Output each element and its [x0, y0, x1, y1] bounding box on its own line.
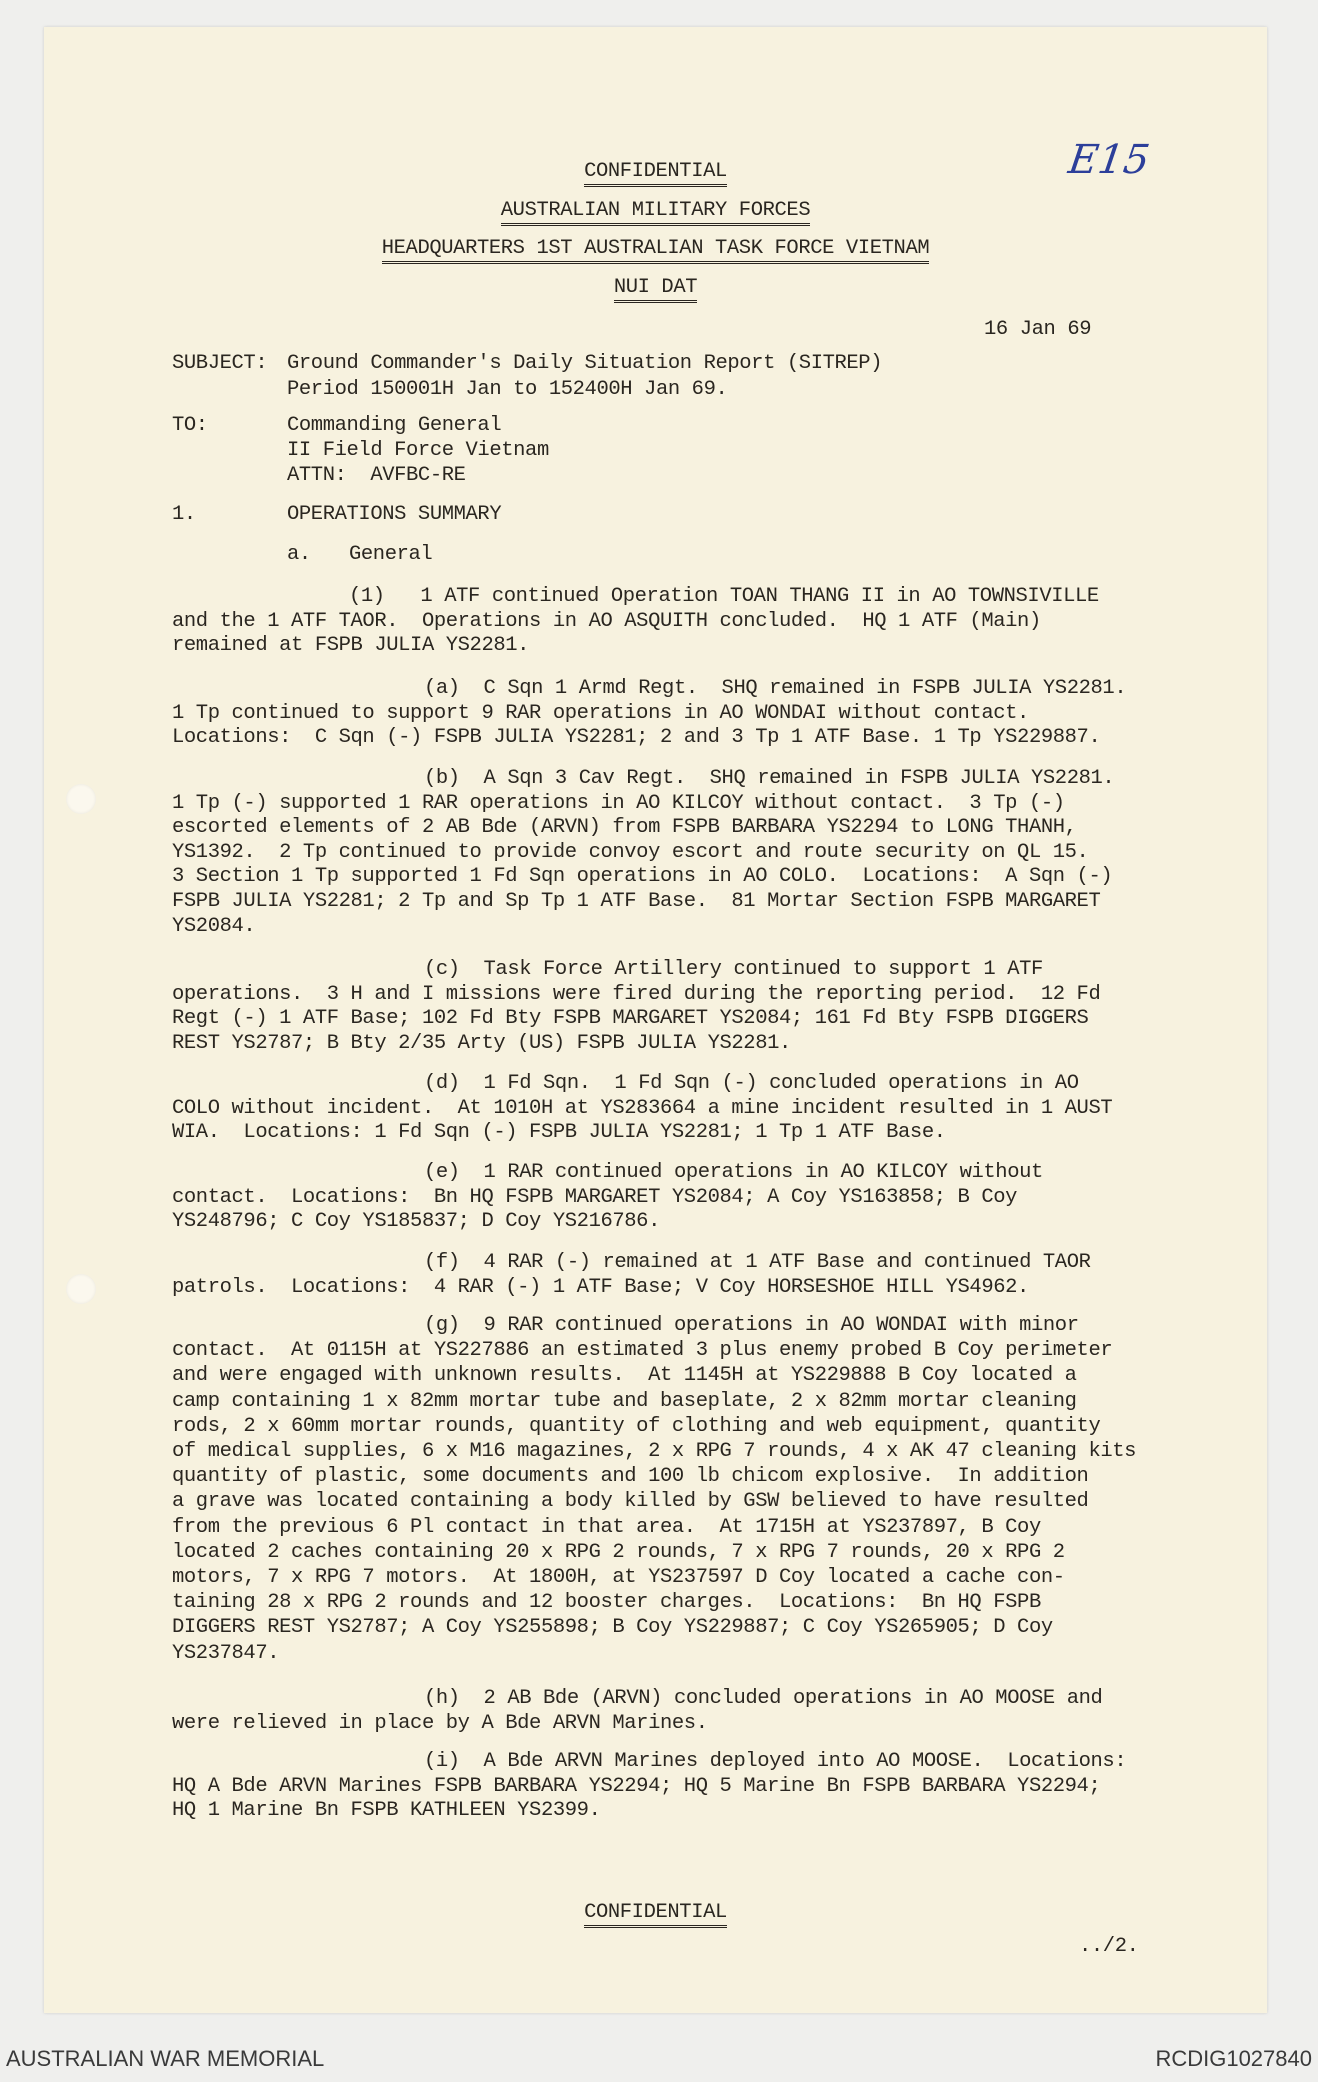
- paragraph-line: 1 Tp (-) supported 1 RAR operations in AO KILCOY without contact. 3 Tp (-): [172, 791, 1065, 815]
- subsection-letter: a.: [287, 543, 311, 566]
- paragraph-first-line: (h) 2 AB Bde (ARVN) concluded operations in AO MOOSE and: [424, 1687, 1103, 1710]
- punch-hole: [66, 784, 96, 814]
- archive-id: RCDIG1027840: [1155, 2046, 1312, 2071]
- paragraph-first-line: (d) 1 Fd Sqn. 1 Fd Sqn (-) concluded operations in AO: [424, 1072, 1079, 1095]
- subject-line: Ground Commander's Daily Situation Report (SITREP): [287, 352, 883, 375]
- classification-footer: CONFIDENTIAL: [584, 1902, 727, 1928]
- paragraph-line: Regt (-) 1 ATF Base; 102 Fd Bty FSPB MARGARET YS2084; 161 Fd Bty FSPB DIGGERS: [172, 1007, 1089, 1031]
- paragraph-first-line: (e) 1 RAR continued operations in AO KILCOY without: [424, 1161, 1043, 1184]
- addressee-unit: II Field Force Vietnam: [287, 439, 549, 462]
- paragraph-line: WIA. Locations: 1 Fd Sqn (-) FSPB JULIA YS2281; 1 Tp 1 ATF Base.: [172, 1121, 946, 1145]
- org-title: AUSTRALIAN MILITARY FORCES: [501, 200, 810, 226]
- paragraph-line: located 2 caches containing 20 x RPG 2 rounds, 7 x RPG 7 rounds, 20 x RPG 2: [172, 1540, 1065, 1564]
- paragraph-line: YS1392. 2 Tp continued to provide convoy escort and route security on QL 15.: [172, 840, 1089, 864]
- paragraph-first-line: (a) C Sqn 1 Armd Regt. SHQ remained in FSPB JULIA YS2281.: [424, 677, 1127, 700]
- paragraph-line: and the 1 ATF TAOR. Operations in AO ASQUITH concluded. HQ 1 ATF (Main): [172, 609, 1041, 633]
- archive-credit: AUSTRALIAN WAR MEMORIAL: [6, 2046, 325, 2071]
- handwritten-annotation: E15: [1065, 137, 1153, 183]
- paragraph-line: DIGGERS REST YS2787; A Coy YS255898; B Coy YS229887; C Coy YS265905; D Coy: [172, 1616, 1053, 1640]
- paragraph-line: COLO without incident. At 1010H at YS283664 a mine incident resulted in 1 AUST: [172, 1096, 1113, 1120]
- paragraph-line: HQ A Bde ARVN Marines FSPB BARBARA YS2294; HQ 5 Marine Bn FSPB BARBARA YS2294;: [172, 1774, 1101, 1798]
- paragraph-line: YS237847.: [172, 1641, 280, 1665]
- hq-title: HEADQUARTERS 1ST AUSTRALIAN TASK FORCE VIETNAM: [382, 238, 930, 264]
- paragraph-line: from the previous 6 Pl contact in that area. At 1715H at YS237897, B Coy: [172, 1515, 1041, 1539]
- paragraph-line: escorted elements of 2 AB Bde (ARVN) from FSPB BARBARA YS2294 to LONG THANH,: [172, 816, 1077, 840]
- paragraph-first-line: (c) Task Force Artillery continued to support 1 ATF: [424, 958, 1043, 981]
- paragraph-line: Locations: C Sqn (-) FSPB JULIA YS2281; 2 and 3 Tp 1 ATF Base. 1 Tp YS229887.: [172, 726, 1101, 750]
- punch-hole: [66, 1274, 96, 1304]
- paragraph-line: camp containing 1 x 82mm mortar tube and baseplate, 2 x 82mm mortar cleaning: [172, 1389, 1077, 1413]
- paragraph-line: of medical supplies, 6 x M16 magazines, 2 x RPG 7 rounds, 4 x AK 47 cleaning kits: [172, 1440, 1137, 1463]
- section-number: 1.: [172, 503, 196, 526]
- paragraph-line: REST YS2787; B Bty 2/35 Arty (US) FSPB JULIA YS2281.: [172, 1031, 791, 1055]
- subject-label: SUBJECT:: [172, 352, 268, 375]
- paragraph-first-line: (1) 1 ATF continued Operation TOAN THANG II in AO TOWNSIVILLE: [349, 585, 1099, 608]
- paragraph-line: FSPB JULIA YS2281; 2 Tp and Sp Tp 1 ATF Base. 81 Mortar Section FSPB MARGARET: [172, 890, 1101, 913]
- paragraph-line: YS2084.: [172, 914, 256, 938]
- paragraph-line: taining 28 x RPG 2 rounds and 12 booster charges. Locations: Bn HQ FSPB: [172, 1591, 1041, 1615]
- paragraph-first-line: (f) 4 RAR (-) remained at 1 ATF Base and continued TAOR: [424, 1251, 1091, 1274]
- paragraph-line: 1 Tp continued to support 9 RAR operations in AO WONDAI without contact.: [172, 701, 1029, 725]
- subject-period: Period 150001H Jan to 152400H Jan 69.: [287, 378, 728, 401]
- paragraph-line: HQ 1 Marine Bn FSPB KATHLEEN YS2399.: [172, 1799, 601, 1823]
- addressee: Commanding General: [287, 414, 502, 437]
- document-date: 16 Jan 69: [984, 318, 1092, 341]
- paragraph-line: quantity of plastic, some documents and 100 lb chicom explosive. In addition: [172, 1465, 1089, 1489]
- paragraph-line: 3 Section 1 Tp supported 1 Fd Sqn operations in AO COLO. Locations: A Sqn (-): [172, 865, 1113, 889]
- continuation-marker: ../2.: [1079, 1935, 1139, 1958]
- paragraph-first-line: (b) A Sqn 3 Cav Regt. SHQ remained in FSPB JULIA YS2281.: [424, 767, 1115, 790]
- document-page: [44, 27, 1267, 2013]
- attention-line: ATTN: AVFBC-RE: [287, 464, 466, 487]
- paragraph-line: remained at FSPB JULIA YS2281.: [172, 634, 530, 658]
- to-label: TO:: [172, 414, 208, 437]
- section-title: OPERATIONS SUMMARY: [287, 503, 502, 526]
- paragraph-line: and were engaged with unknown results. At 1145H at YS229888 B Coy located a: [172, 1364, 1077, 1388]
- paragraph-first-line: (i) A Bde ARVN Marines deployed into AO MOOSE. Locations:: [424, 1750, 1127, 1773]
- paragraph-line: YS248796; C Coy YS185837; D Coy YS216786.: [172, 1210, 660, 1234]
- classification-header: CONFIDENTIAL: [584, 161, 727, 187]
- paragraph-line: rods, 2 x 60mm mortar rounds, quantity of clothing and web equipment, quantity: [172, 1414, 1101, 1438]
- paragraph-line: a grave was located containing a body killed by GSW believed to have resulted: [172, 1490, 1089, 1514]
- paragraph-line: patrols. Locations: 4 RAR (-) 1 ATF Base; V Coy HORSESHOE HILL YS4962.: [172, 1275, 1029, 1299]
- paragraph-line: contact. At 0115H at YS227886 an estimated 3 plus enemy probed B Coy perimeter: [172, 1339, 1113, 1363]
- paragraph-first-line: (g) 9 RAR continued operations in AO WONDAI with minor: [424, 1314, 1079, 1337]
- paragraph-line: operations. 3 H and I missions were fired during the reporting period. 12 Fd: [172, 982, 1101, 1006]
- paragraph-line: motors, 7 x RPG 7 motors. At 1800H, at YS237597 D Coy located a cache con-: [172, 1566, 1065, 1589]
- subsection-title: General: [349, 543, 433, 566]
- location-title: NUI DAT: [614, 277, 697, 303]
- paragraph-line: were relieved in place by A Bde ARVN Marines.: [172, 1711, 708, 1735]
- paragraph-line: contact. Locations: Bn HQ FSPB MARGARET YS2084; A Coy YS163858; B Coy: [172, 1185, 1018, 1209]
